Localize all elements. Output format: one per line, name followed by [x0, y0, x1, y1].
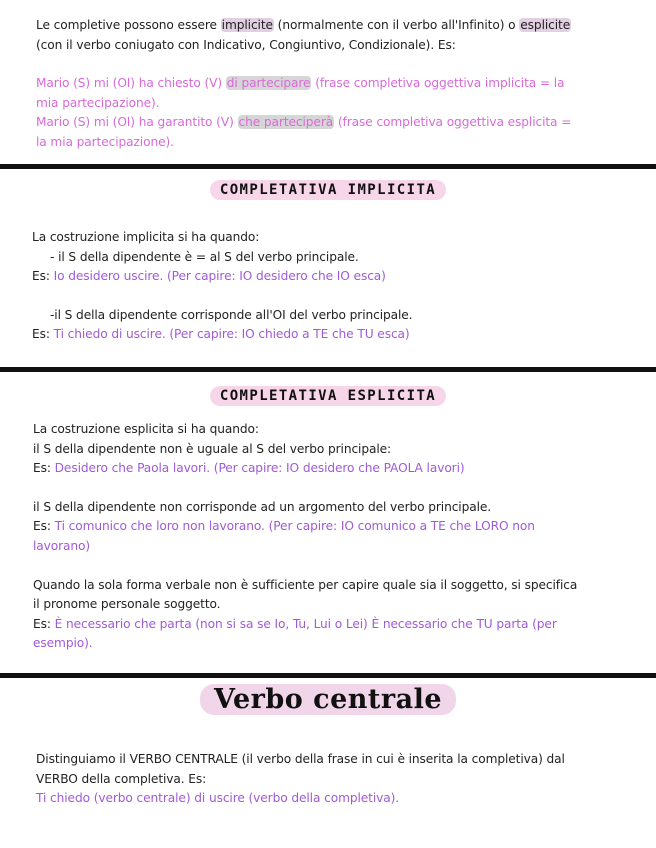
intro-text: (normalmente con il verbo all'Infinito) o [273, 18, 520, 32]
intro-section [36, 16, 632, 153]
example-text: Ti chiedo di uscire. (Per capire: IO chiedo a TE che TU esca) [53, 327, 410, 342]
implicita-example-1 [32, 267, 632, 287]
section-title-esplicita [0, 387, 656, 407]
es-label: Es: [33, 519, 55, 534]
example-line: la mia partecipazione). [36, 134, 174, 149]
highlight-che-partecipera: che parteciperà [238, 115, 334, 130]
centrale-line-1: Distinguiamo il VERBO CENTRALE (il verbo della frase in cui è inserita la completiva) dal [36, 752, 565, 766]
example-line [36, 113, 632, 133]
centrale-section [36, 750, 632, 809]
section-title-implicita [0, 181, 656, 201]
intro-text: Le completive possono essere [36, 18, 221, 32]
big-title-text: Verbo centrale [200, 684, 456, 715]
es-label: Es: [32, 327, 54, 342]
esplicita-line-5: il pronome personale soggetto. [33, 597, 221, 612]
section-title-text: COMPLETATIVA ESPLICITA [210, 386, 446, 406]
implicita-example-2 [32, 325, 632, 345]
example-text: Mario (S) mi (OI) ha chiesto (V) [36, 76, 226, 91]
example-line: mia partecipazione). [36, 95, 160, 110]
implicita-line-3: -il S della dipendente corrisponde all'OI del verbo principale. [50, 307, 413, 322]
esplicita-line-2: il S della dipendente non è uguale al S del verbo principale: [33, 441, 392, 456]
implicita-section [32, 228, 632, 345]
example-text: Desidero che Paola lavori. (Per capire: IO desidero che PAOLA lavori) [54, 461, 465, 476]
es-label: Es: [33, 616, 55, 631]
section-title-verbo-centrale [0, 684, 656, 715]
example-text: È necessario che parta (non si sa se Io, Tu, Lui o Lei) È necessario che TU parta (per [54, 616, 557, 631]
highlight-di-partecipare: di partecipare [226, 76, 311, 91]
example-text: (frase completiva oggettiva esplicita = [334, 115, 572, 130]
esplicita-line-1: La costruzione esplicita si ha quando: [33, 422, 259, 436]
implicita-line-1: La costruzione implicita si ha quando: [32, 230, 260, 244]
divider [0, 164, 656, 169]
highlight-esplicite: esplicite [520, 18, 571, 32]
esplicita-line-3: il S della dipendente non corrisponde ad un argomento del verbo principale. [33, 499, 492, 514]
implicita-line-2: - il S della dipendente è = al S del verbo principale. [50, 249, 359, 264]
highlight-implicite: implicite [221, 18, 273, 32]
esplicita-line-4: Quando la sola forma verbale non è sufficiente per capire quale sia il soggetto, si specifica [33, 577, 578, 592]
example-line [36, 74, 632, 94]
es-label: Es: [32, 269, 54, 284]
section-title-text: COMPLETATIVA IMPLICITA [210, 180, 446, 200]
esplicita-example-2-cont: lavorano) [33, 538, 91, 553]
divider [0, 367, 656, 372]
esplicita-section [33, 420, 632, 654]
intro-line-2: (con il verbo coniugato con Indicativo, Congiuntivo, Condizionale). Es: [36, 37, 456, 52]
centrale-example: Ti chiedo (verbo centrale) di uscire (verbo della completiva). [36, 791, 400, 806]
es-label: Es: [33, 461, 55, 476]
intro-line-1 [36, 16, 632, 36]
example-text: Ti comunico che loro non lavorano. (Per capire: IO comunico a TE che LORO non [54, 519, 535, 534]
esplicita-example-1 [33, 459, 632, 479]
esplicita-example-2 [33, 517, 632, 537]
esplicita-example-3 [33, 615, 632, 635]
centrale-line-2: VERBO della completiva. Es: [36, 771, 207, 786]
example-text: (frase completiva oggettiva implicita = la [311, 76, 565, 91]
divider [0, 673, 656, 678]
example-text: Mario (S) mi (OI) ha garantito (V) [36, 115, 238, 130]
example-text: Io desidero uscire. (Per capire: IO desidero che IO esca) [53, 269, 386, 284]
esplicita-example-3-cont: esempio). [33, 636, 93, 651]
